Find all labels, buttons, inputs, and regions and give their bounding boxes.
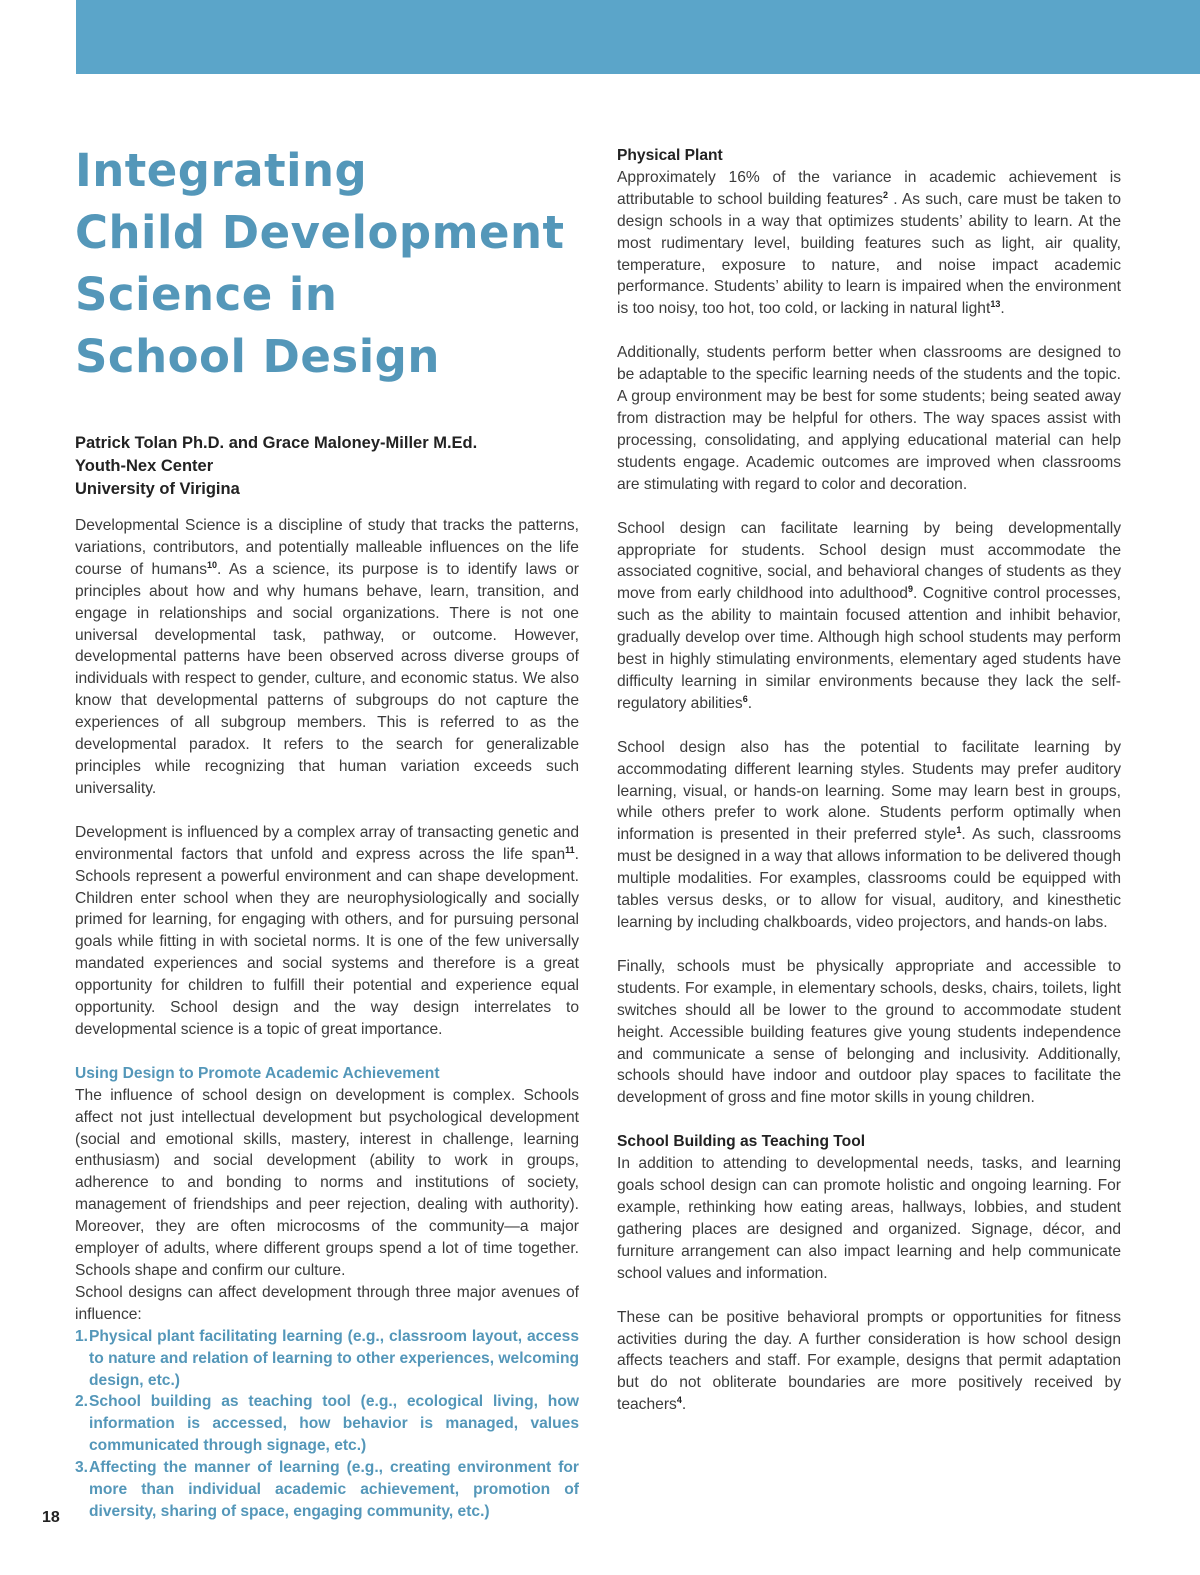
author-affiliation: Youth-Nex Center [75, 457, 214, 475]
body-paragraph: Additionally, students perform better when classrooms are designed to be adaptable to the specific learning needs of the students and the topic. A group environment may be best for some students; being seated away from distraction may be helpful for others. The way spaces assist with processing, consolidating, and applying educational material can help students engage. Academic outcomes are improved when classrooms are stimulating with regard to color and decoration. [617, 344, 1121, 493]
body-paragraph: School design also has the potential to facilitate learning by accommodating different learning styles. Students may prefer auditory learning, visual, or hands-on learning. Some may learn best in groups, while others prefer to work alone. Students perform optimally when information is presented in their preferred style$^1$. As such, classrooms must be designed in a way that allows information to be delivered though multiple modalities. For examples, classrooms could be equipped with tables versus desks, or to allow for visual, auditory, and kinesthetic learning by including chalkboards, video projectors, and hands-on labs. [617, 738, 1121, 931]
author-names: Patrick Tolan Ph.D. and Grace Maloney-Miller M.Ed. [75, 434, 478, 452]
reference-number: 4 [676, 1395, 682, 1406]
avenues-list [75, 1326, 579, 1523]
body-paragraph: Development is influenced by a complex array of transacting genetic and environmental factors that unfold and express across the life span$^{11}$. Schools represent a powerful environment and can shape development. Children enter school when they are neurophysiologically and socially primed for learning, for engaging with others, and for pursuing personal goals while fitting in with societal norms. It is one of the few universally mandated experiences and social systems and therefore is a great opportunity for children to fulfill their potential and experience equal opportunity. School design and the way design interrelates to developmental science is a topic of great importance. [75, 823, 579, 1038]
list-number: 3. [75, 1459, 89, 1477]
list-item [75, 1326, 579, 1392]
reference-number: 11 [565, 844, 575, 855]
body-paragraph: School design can facilitate learning by being developmentally appropriate for students. School design must accommodate the associated cognitive, social, and behavioral changes of students as they move from early childhood into adulthood$^9$. Cognitive control processes, such as the ability to maintain focused attention and inhibit behavior, gradually develop over time. Although high school students may perform best in highly stimulating environments, elementary aged students have difficulty learning in similar environments because they lack the self-regulatory abilities$^6$. [617, 519, 1121, 712]
author-university: University of Virigina [75, 480, 240, 498]
reference-number: 2 [883, 189, 889, 200]
body-paragraph: Developmental Science is a discipline of study that tracks the patterns, variations, contributors, and potentially malleable influences on the life course of humans$^{10}$. As a science, its purpose is to identify laws or principles about how and why humans behave, learn, transition, and engage in relationships and social organizations. There is not one universal developmental task, pathway, or outcome. However, developmental patterns have been observed across diverse groups of individuals with respect to gender, culture, and economic status. We also know that developmental patterns of subgroups do not capture the experiences of all subgroup members. This is referred to as the developmental paradox. It refers to the search for generalizable principles while recognizing that human variation exceeds such universality. [75, 517, 579, 797]
body-paragraph: The influence of school design on development is complex. Schools affect not just intellectual development but psychological development (social and emotional skills, mastery, interest in challenge, learning enthusiasm) and social development (ability to work in groups, adherence to and bonding to norms and institutions of society, management of friendships and peer rejection, dealing with authority). Moreover, they are often microcosms of the community—a major employer of adults, where different groups spend a lot of time together. Schools shape and confirm our culture. [75, 1086, 579, 1279]
list-text: Physical plant facilitating learning (e.g., classroom layout, access to nature and relation of learning to other experiences, welcoming design, etc.) [89, 1327, 579, 1389]
body-paragraph: Approximately 16% of the variance in academic achievement is attributable to school building features$^2$ . As such, care must be taken to design schools in a way that optimizes students’ ability to learn. At the most rudimentary level, building features such as light, air quality, temperature, exposure to nature, and noise impact academic performance. Students’ ability to learn is impaired when the environment is too noisy, too hot, too cold, or lacking in natural light$^{13}$. [617, 168, 1121, 318]
left-column [75, 140, 579, 1523]
title-line: Integrating [75, 144, 368, 197]
list-number: 2. [75, 1393, 89, 1411]
list-item [75, 1457, 579, 1523]
list-item [75, 1391, 579, 1457]
body-paragraph: Finally, schools must be physically appropriate and accessible to students. For example, in elementary schools, desks, chairs, toilets, light switches should all be lower to the ground to accommodate student height. Accessible building features give young students independence and communicate a sense of belonging and inclusivity. Additionally, schools should have indoor and outdoor play spaces to facilitate the development of gross and fine motor skills in young children. [617, 957, 1121, 1107]
right-column [617, 145, 1121, 1416]
reference-number: 6 [742, 693, 748, 704]
reference-number: 10 [207, 559, 218, 570]
title-line: School Design [75, 330, 440, 383]
body-paragraph: School designs can affect development through three major avenues of influence: [75, 1283, 579, 1323]
list-text: Affecting the manner of learning (e.g., creating environment for more than individual academic achievement, promotion of diversity, sharing of space, engaging community, etc.) [89, 1459, 579, 1520]
list-text: School building as teaching tool (e.g., ecological living, how information is accessed, how behavior is managed, values communicated through signage, etc.) [89, 1393, 579, 1455]
list-number: 1. [75, 1327, 89, 1345]
body-paragraph: In addition to attending to developmental needs, tasks, and learning goals school design can can promote holistic and ongoing learning. For example, rethinking how eating areas, hallways, lobbies, and student gathering places are designed and organized. Signage, décor, and furniture arrangement can also impact learning and help communicate school values and information. [617, 1155, 1121, 1282]
header-band [76, 0, 1200, 74]
title-line: Child Development [75, 206, 565, 259]
article-title [75, 140, 579, 388]
section-heading: School Building as Teaching Tool [617, 1133, 866, 1151]
section-heading: Using Design to Promote Academic Achievement [75, 1064, 440, 1082]
reference-number: 9 [907, 584, 913, 595]
body-paragraph: These can be positive behavioral prompts or opportunities for fitness activities during the day. A further consideration is how school design affects teachers and staff. For example, designs that permit adaptation but do not obliterate boundaries are more positively received by teachers$^4$. [617, 1308, 1121, 1414]
author-block [75, 432, 579, 501]
page-number: 18 [42, 1509, 60, 1526]
section-heading: Physical Plant [617, 147, 723, 164]
reference-number: 13 [990, 299, 1001, 310]
title-line: Science in [75, 268, 338, 321]
reference-number: 1 [956, 825, 962, 836]
